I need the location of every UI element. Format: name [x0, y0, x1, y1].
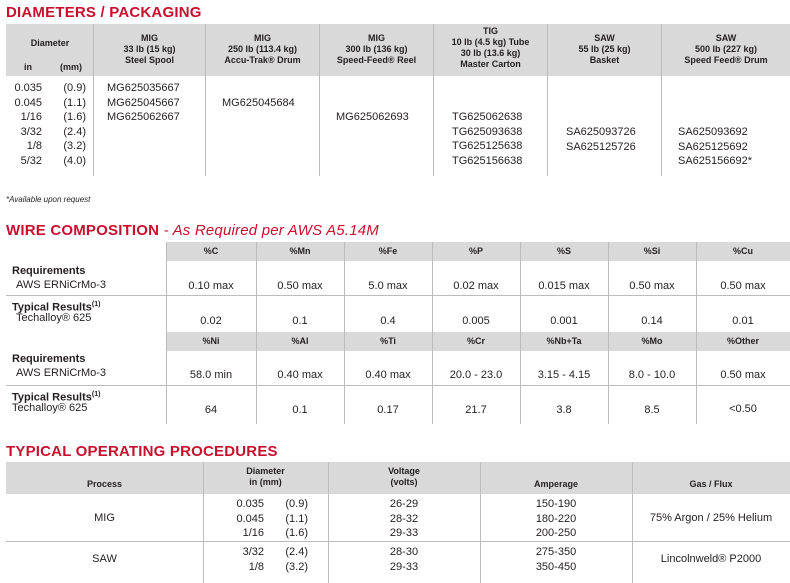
- codes-saw-basket: SA625093726 SA625125726: [566, 126, 636, 153]
- typical-results-alloy: Techalloy® 625: [16, 312, 92, 324]
- requirements-label: Requirements: [12, 353, 86, 365]
- col-al: %Al: [291, 336, 309, 346]
- col-divider: [520, 242, 521, 424]
- codes-mig-reel: MG625062693: [336, 111, 409, 123]
- col-divider: [166, 242, 167, 424]
- typ-ti: 0.17: [377, 404, 399, 416]
- typ-cr: 21.7: [465, 404, 487, 416]
- typical-results-alloy: Techalloy® 625: [12, 402, 88, 414]
- diameter-in-list: 0.035 0.045 1/16 3/32 1/8 5/32: [14, 82, 42, 167]
- row-divider: [6, 385, 790, 386]
- typ-c: 0.02: [200, 315, 222, 327]
- codes-mig-drum: MG625045684: [222, 97, 295, 109]
- typ-s: 0.001: [550, 315, 578, 327]
- saw-diameters-in: 3/32 1/8: [242, 546, 264, 573]
- req-c: 0.10 max: [188, 280, 234, 292]
- col-ni: %Ni: [202, 336, 220, 346]
- saw-amperage: 275-350 350-450: [535, 546, 577, 573]
- typ-nbta: 3.8: [556, 404, 572, 416]
- pkg-header-mig-spool: MIG 33 lb (15 kg) Steel Spool: [123, 33, 176, 65]
- process-mig: MIG: [94, 512, 115, 524]
- col-p: %P: [468, 246, 483, 256]
- req-cr: 20.0 - 23.0: [449, 369, 503, 381]
- saw-diameters-mm: (2.4) (3.2): [285, 546, 308, 573]
- col-si: %Si: [643, 246, 661, 256]
- diameter-header: Diameter: [30, 38, 70, 48]
- req-p: 0.02 max: [453, 280, 499, 292]
- codes-mig-spool: MG625035667 MG625045667 MG625062667: [107, 82, 180, 123]
- req-si: 0.50 max: [629, 280, 675, 292]
- row-divider: [6, 295, 790, 296]
- amperage-header: Amperage: [533, 479, 578, 489]
- req-other: 0.50 max: [720, 369, 766, 381]
- typical-results-label: Typical Results$^{(1)}$: [12, 301, 101, 314]
- requirements-spec: AWS ERNiCrMo-3: [16, 367, 107, 379]
- process-saw: SAW: [92, 553, 117, 565]
- mm-label: (mm): [60, 62, 82, 72]
- typ-fe: 0.4: [380, 315, 396, 327]
- mig-amperage: 150-190 180-220 200-250: [535, 498, 577, 539]
- typ-mn: 0.1: [292, 315, 308, 327]
- col-ti: %Ti: [380, 336, 396, 346]
- col-other: %Other: [726, 336, 759, 346]
- col-divider: [632, 462, 633, 583]
- col-divider: [608, 242, 609, 424]
- diameter-mm-list: (0.9) (1.1) (1.6) (2.4) (3.2) (4.0): [63, 82, 86, 167]
- diameter-header: Diameter in (mm): [246, 466, 285, 487]
- pkg-header-saw-basket: SAW 55 lb (25 kg) Basket: [578, 33, 631, 65]
- req-ti: 0.40 max: [365, 369, 411, 381]
- col-c: %C: [203, 246, 219, 256]
- col-divider: [696, 242, 697, 424]
- process-header: Process: [86, 479, 123, 489]
- typ-mo: 8.5: [644, 404, 660, 416]
- typ-other: <0.50: [729, 403, 757, 415]
- col-s: %S: [556, 246, 571, 256]
- typ-p: 0.005: [462, 315, 490, 327]
- mig-diameters-in: 0.035 0.045 1/16: [236, 498, 264, 539]
- req-nbta: 3.15 - 4.15: [537, 369, 591, 381]
- req-mo: 8.0 - 10.0: [628, 369, 676, 381]
- pkg-header-mig-reel: MIG 300 lb (136 kg) Speed-Feed® Reel: [336, 33, 417, 65]
- col-divider: [344, 242, 345, 424]
- req-fe: 5.0 max: [368, 280, 408, 292]
- typ-cu: 0.01: [732, 315, 754, 327]
- col-mn: %Mn: [289, 246, 311, 256]
- pkg-header-tig: TIG 10 lb (4.5 kg) Tube 30 lb (13.6 kg) Master Carton: [451, 26, 530, 69]
- req-al: 0.40 max: [277, 369, 323, 381]
- composition-title: WIRE COMPOSITION - As Required per AWS A5.14M: [6, 222, 379, 239]
- req-ni: 58.0 min: [189, 369, 233, 381]
- codes-tig: TG625062638 TG625093638 TG625125638 TG625156638: [452, 111, 523, 167]
- mig-voltage: 26-29 28-32 29-33: [389, 498, 419, 539]
- pkg-header-mig-drum: MIG 250 lb (113.4 kg) Accu-Trak® Drum: [224, 33, 301, 65]
- typical-results-label: Typical Results$^{(1)}$: [12, 391, 101, 404]
- typ-si: 0.14: [641, 315, 663, 327]
- col-cu: %Cu: [733, 246, 753, 256]
- req-mn: 0.50 max: [277, 280, 323, 292]
- req-cu: 0.50 max: [720, 280, 766, 292]
- diameters-title: DIAMETERS / PACKAGING: [6, 4, 202, 21]
- procedures-title: TYPICAL OPERATING PROCEDURES: [6, 443, 278, 460]
- pkg-header-saw-drum: SAW 500 lb (227 kg) Speed Feed® Drum: [684, 33, 768, 65]
- col-mo: %Mo: [641, 336, 663, 346]
- typ-al: 0.1: [292, 404, 308, 416]
- gas-flux-header: Gas / Flux: [689, 479, 733, 489]
- col-divider: [480, 462, 481, 583]
- col-divider: [256, 242, 257, 424]
- requirements-label: Requirements: [12, 265, 86, 277]
- availability-footnote: *Available upon request: [6, 195, 91, 204]
- codes-saw-drum: SA625093692 SA625125692 SA625156692*: [678, 126, 753, 167]
- req-s: 0.015 max: [538, 280, 590, 292]
- col-divider: [432, 242, 433, 424]
- col-divider: [328, 462, 329, 583]
- saw-flux: Lincolnweld® P2000: [660, 553, 762, 565]
- mig-diameters-mm: (0.9) (1.1) (1.6): [285, 498, 308, 539]
- voltage-header: Voltage (volts): [388, 466, 420, 487]
- typ-ni: 64: [204, 404, 218, 416]
- mig-gas: 75% Argon / 25% Helium: [649, 512, 773, 524]
- col-nbta: %Nb+Ta: [546, 336, 582, 346]
- col-fe: %Fe: [378, 246, 398, 256]
- col-divider: [203, 462, 204, 583]
- in-label: in: [24, 62, 32, 72]
- saw-voltage: 28-30 29-33: [389, 546, 419, 573]
- row-divider: [6, 541, 790, 542]
- col-cr: %Cr: [466, 336, 485, 346]
- requirements-spec: AWS ERNiCrMo-3: [16, 279, 107, 291]
